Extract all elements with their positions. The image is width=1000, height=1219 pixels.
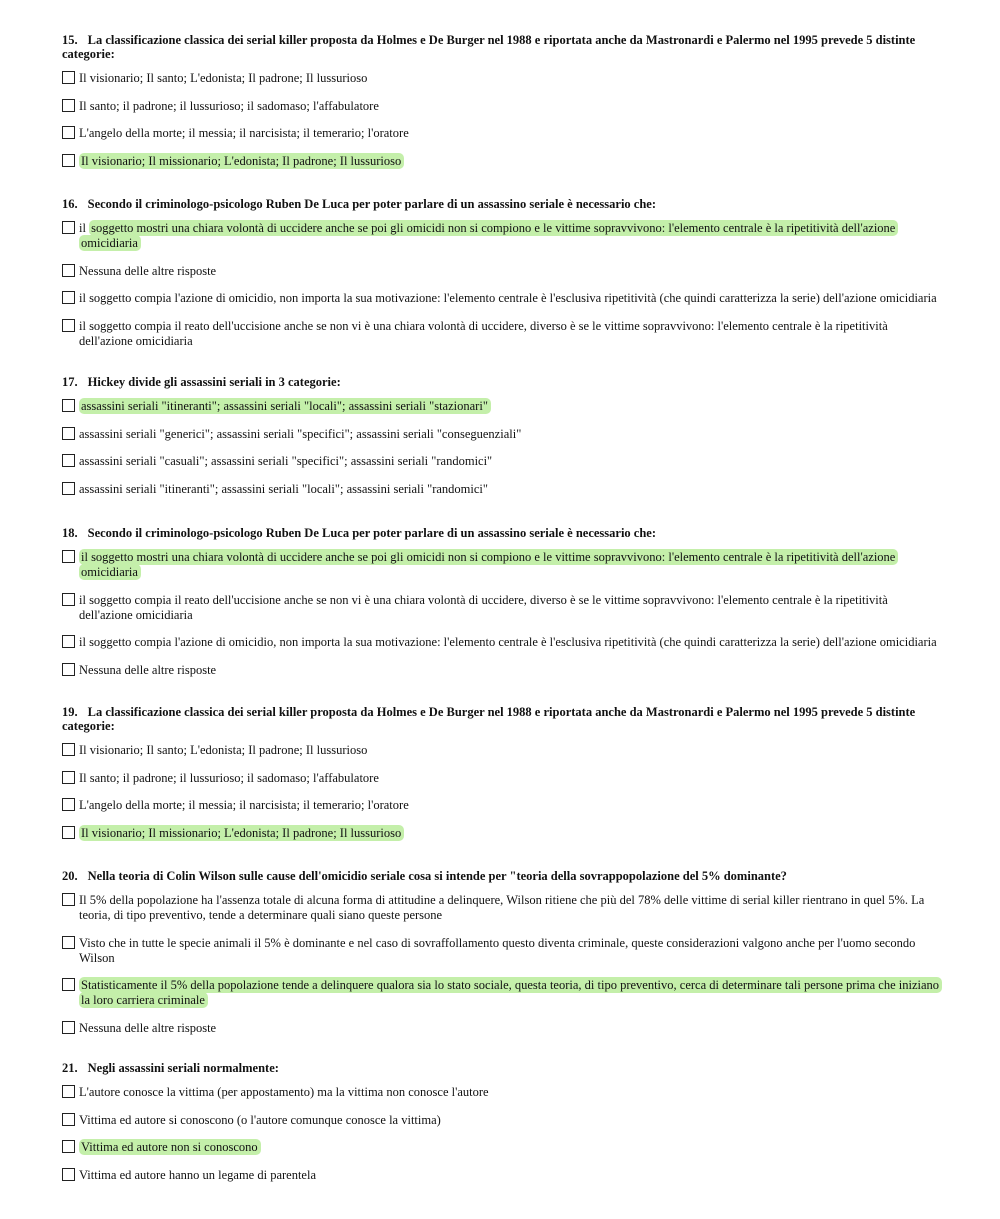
answer-checkbox[interactable] xyxy=(62,482,75,495)
answer-text: assassini seriali "casuali"; assassini seriali "specifici"; assassini seriali "randomici" xyxy=(79,454,493,468)
highlighted-answer-text: il soggetto mostri una chiara volontà di uccidere anche se poi gli omicidi non si compiono e le vittime sopravvivono: l'elemento centrale è la ripetitività dell'azione omicidiaria xyxy=(79,549,898,580)
answer-checkbox[interactable] xyxy=(62,99,75,112)
answer-option xyxy=(62,1021,942,1036)
answer-checkbox[interactable] xyxy=(62,319,75,332)
answer-text: Nessuna delle altre risposte xyxy=(79,662,217,677)
answer-option-correct xyxy=(62,978,942,1008)
answer-option xyxy=(62,482,942,497)
question-title xyxy=(62,33,942,61)
answer-text: Vittima ed autore hanno un legame di parentela xyxy=(79,1167,317,1182)
answer-text: Il visionario; Il santo; L'edonista; Il padrone; Il lussurioso xyxy=(79,71,368,85)
answer-text: L'angelo della morte; il messia; il narcisista; il temerario; l'oratore xyxy=(79,798,409,812)
answer-option xyxy=(62,319,942,349)
answer-text: L'angelo della morte; il messia; il narcisista; il temerario; l'oratore xyxy=(79,126,409,140)
question-text: Hickey divide gli assassini seriali in 3 categorie: xyxy=(87,375,341,389)
question-20 xyxy=(62,869,942,1036)
question-21 xyxy=(62,1061,942,1183)
answer-text: L'autore conosce la vittima (per appostamento) ma la vittima non conosce l'autore xyxy=(79,1085,489,1099)
answer-option xyxy=(62,1168,942,1183)
answer-checkbox[interactable] xyxy=(62,454,75,467)
answer-checkbox[interactable] xyxy=(62,593,75,606)
answer-checkbox[interactable] xyxy=(62,743,75,756)
answer-text: il soggetto compia il reato dell'uccisione anche se non vi è una chiara volontà di uccidere, diverso è se le vittime sopravvivono: l'elemento centrale è la ripetitività dell'azione omicidiaria xyxy=(79,318,888,348)
question-number: 18. xyxy=(62,526,78,540)
answer-text: assassini seriali "generici"; assassini seriali "specifici"; assassini seriali "conseguenziali" xyxy=(79,426,522,441)
answer-option xyxy=(62,126,942,141)
question-title xyxy=(62,375,942,389)
question-16 xyxy=(62,197,942,349)
answer-option xyxy=(62,771,942,786)
answer-checkbox[interactable] xyxy=(62,427,75,440)
answer-checkbox[interactable] xyxy=(62,798,75,811)
answer-text: Il santo; il padrone; il lussurioso; il sadomaso; l'affabulatore xyxy=(79,98,379,113)
answer-text: Visto che in tutte le specie animali il 5% è dominante e nel caso di sovraffollamento questo diventa criminale, queste considerazioni valgono anche per l'uomo secondo Wilson xyxy=(79,935,916,965)
answer-option xyxy=(62,798,942,813)
answer-checkbox[interactable] xyxy=(62,893,75,906)
answer-checkbox[interactable] xyxy=(62,1085,75,1098)
question-19 xyxy=(62,705,942,841)
answer-text: Vittima ed autore si conoscono (o l'autore comunque conosce la vittima) xyxy=(79,1112,441,1127)
answer-option xyxy=(62,1113,942,1128)
answer-checkbox[interactable] xyxy=(62,936,75,949)
answer-option-correct xyxy=(62,826,942,841)
answer-option-correct xyxy=(62,550,942,580)
answer-checkbox[interactable] xyxy=(62,635,75,648)
answer-option xyxy=(62,593,942,623)
answer-checkbox[interactable] xyxy=(62,550,75,563)
answer-checkbox[interactable] xyxy=(62,126,75,139)
answer-text: Nessuna delle altre risposte xyxy=(79,1020,217,1035)
answer-checkbox[interactable] xyxy=(62,978,75,991)
question-number: 16. xyxy=(62,197,78,211)
answer-option xyxy=(62,454,942,469)
question-text: Negli assassini seriali normalmente: xyxy=(87,1061,279,1075)
question-18 xyxy=(62,526,942,678)
question-title xyxy=(62,1061,942,1075)
question-number: 17. xyxy=(62,375,78,389)
question-title xyxy=(62,197,942,211)
answer-text: il soggetto compia l'azione di omicidio, non importa la sua motivazione: l'elemento centrale è l'esclusiva ripetitività (che quindi caratterizza la serie) dell'azione omicidiaria xyxy=(79,635,937,649)
question-title xyxy=(62,705,942,733)
answer-prefix: il xyxy=(79,221,90,235)
answer-option xyxy=(62,743,942,758)
answer-text: il soggetto compia l'azione di omicidio, non importa la sua motivazione: l'elemento centrale è l'esclusiva ripetitività (che quindi caratterizza la serie) dell'azione omicidiaria xyxy=(79,291,937,305)
answer-checkbox[interactable] xyxy=(62,1021,75,1034)
answer-checkbox[interactable] xyxy=(62,771,75,784)
question-text: Secondo il criminologo-psicologo Ruben De Luca per poter parlare di un assassino seriale è necessario che: xyxy=(87,197,657,211)
question-number: 19. xyxy=(62,705,78,719)
highlighted-answer-text: Statisticamente il 5% della popolazione tende a delinquere qualora sia lo stato sociale, questa teoria, di tipo preventivo, cerca di determinare tali persone prima che iniziano la loro carriera criminale xyxy=(79,977,942,1008)
question-title xyxy=(62,526,942,540)
answer-checkbox[interactable] xyxy=(62,1168,75,1181)
highlighted-answer-text: Vittima ed autore non si conoscono xyxy=(79,1139,261,1155)
question-number: 20. xyxy=(62,869,78,883)
question-text: La classificazione classica dei serial killer proposta da Holmes e De Burger nel 1988 e riportata anche da Mastronardi e Palermo nel 1995 prevede 5 distinte categorie: xyxy=(62,33,916,61)
answer-text: assassini seriali "itineranti"; assassini seriali "locali"; assassini seriali "randomici" xyxy=(79,481,489,496)
answer-checkbox[interactable] xyxy=(62,154,75,167)
highlighted-answer-text: assassini seriali "itineranti"; assassini seriali "locali"; assassini seriali "stazionari" xyxy=(79,398,491,414)
answer-text: Il visionario; Il santo; L'edonista; Il padrone; Il lussurioso xyxy=(79,743,368,757)
answer-option xyxy=(62,264,942,279)
answer-checkbox[interactable] xyxy=(62,399,75,412)
answer-checkbox[interactable] xyxy=(62,264,75,277)
question-number: 21. xyxy=(62,1061,78,1075)
answer-option xyxy=(62,635,942,650)
question-17 xyxy=(62,375,942,497)
answer-checkbox[interactable] xyxy=(62,1113,75,1126)
answer-option xyxy=(62,893,942,923)
answer-option xyxy=(62,936,942,966)
answer-checkbox[interactable] xyxy=(62,826,75,839)
question-text: La classificazione classica dei serial killer proposta da Holmes e De Burger nel 1988 e riportata anche da Mastronardi e Palermo nel 1995 prevede 5 distinte categorie: xyxy=(62,705,916,733)
answer-option xyxy=(62,1085,942,1100)
answer-text: Il santo; il padrone; il lussurioso; il sadomaso; l'affabulatore xyxy=(79,770,379,785)
answer-option xyxy=(62,663,942,678)
answer-option-correct xyxy=(62,154,942,169)
answer-checkbox[interactable] xyxy=(62,663,75,676)
answer-text: Il 5% della popolazione ha l'assenza totale di alcuna forma di attitudine a delinquere, Wilson ritiene che più del 78% delle vittime di serial killer rientrano in quel 5%. La teoria, di tipo preventivo, tende a determinare quali siano queste persone xyxy=(79,893,925,922)
highlighted-answer-text: soggetto mostri una chiara volontà di uccidere anche se poi gli omicidi non si compiono e le vittime sopravvivono: l'elemento centrale è la ripetitività dell'azione omicidiaria xyxy=(79,220,898,251)
answer-text: Nessuna delle altre risposte xyxy=(79,263,217,278)
answer-option-correct xyxy=(62,1140,942,1155)
answer-checkbox[interactable] xyxy=(62,291,75,304)
answer-text: il soggetto compia il reato dell'uccisione anche se non vi è una chiara volontà di uccidere, diverso è se le vittime sopravvivono: l'elemento centrale è la ripetitività dell'azione omicidiaria xyxy=(79,592,888,622)
answer-checkbox[interactable] xyxy=(62,1140,75,1153)
question-number: 15. xyxy=(62,33,78,47)
highlighted-answer-text: Il visionario; Il missionario; L'edonista; Il padrone; Il lussurioso xyxy=(79,825,404,841)
question-text: Secondo il criminologo-psicologo Ruben De Luca per poter parlare di un assassino seriale è necessario che: xyxy=(87,526,657,540)
highlighted-answer-text: Il visionario; Il missionario; L'edonista; Il padrone; Il lussurioso xyxy=(79,153,404,169)
answer-checkbox[interactable] xyxy=(62,221,75,234)
answer-option-correct xyxy=(62,221,942,251)
answer-option xyxy=(62,99,942,114)
answer-option xyxy=(62,427,942,442)
question-15 xyxy=(62,33,942,169)
answer-option-correct xyxy=(62,399,942,414)
answer-option xyxy=(62,71,942,86)
question-title xyxy=(62,869,942,883)
answer-option xyxy=(62,291,942,306)
question-text: Nella teoria di Colin Wilson sulle cause dell'omicidio seriale cosa si intende per "teoria della sovrappopolazione del 5% dominante? xyxy=(87,869,787,883)
answer-checkbox[interactable] xyxy=(62,71,75,84)
